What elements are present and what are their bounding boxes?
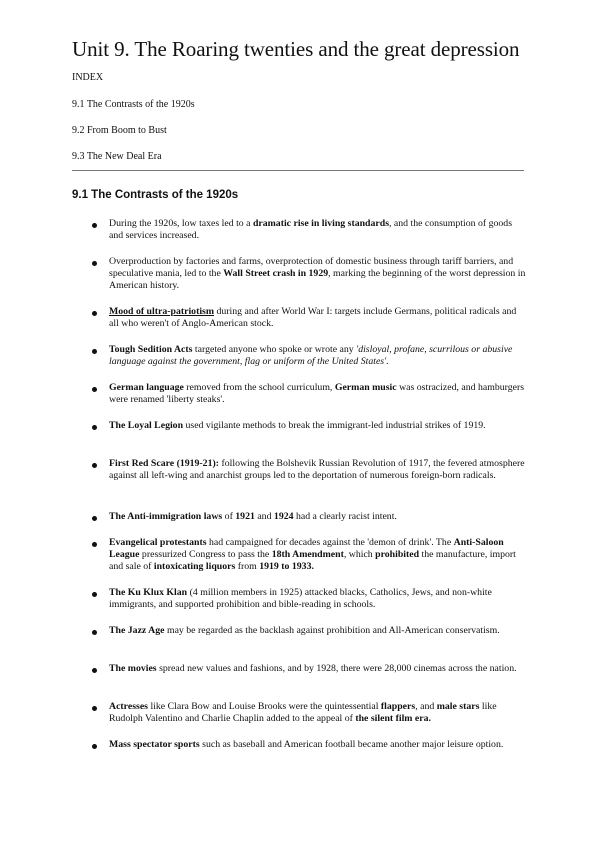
text-run: Overproduction by factories and farms, overprotection of domestic business through tariff barriers, and speculative mania, led to the — [109, 256, 514, 279]
bullet-text — [109, 218, 526, 242]
text-run: spread new values and fashions, and by 1928, there were 28,000 cinemas across the nation. — [156, 663, 517, 674]
text-run: 1921 — [235, 511, 255, 522]
bullet-icon — [92, 744, 97, 749]
text-run: The Jazz Age — [109, 625, 165, 636]
text-run: was ostracized, and hamburgers were renamed 'liberty steaks'. — [109, 382, 525, 405]
bullet-text — [109, 587, 526, 611]
text-run: The Anti-immigration laws — [109, 511, 223, 522]
bullet-icon — [92, 668, 97, 673]
bullet-icon — [92, 387, 97, 392]
section-heading: 9.1 The Contrasts of the 1920s — [72, 189, 239, 201]
index-label: INDEX — [72, 72, 104, 83]
bullet-icon — [92, 516, 97, 521]
text-run: The Ku Klux Klan — [109, 587, 188, 598]
text-run: the silent film era. — [355, 713, 431, 724]
bullet-icon — [92, 630, 97, 635]
horizontal-divider — [72, 170, 524, 171]
bullet-text — [109, 537, 526, 573]
bullet-icon — [92, 542, 97, 547]
text-run: The Loyal Legion — [109, 420, 184, 431]
bullet-text — [109, 739, 526, 751]
text-run: Mood of ultra-patriotism — [109, 306, 215, 317]
bullet-icon — [92, 425, 97, 430]
text-run: such as baseball and American football became another major leisure option. — [199, 739, 504, 750]
index-item-9-1[interactable]: 9.1 The Contrasts of the 1920s — [72, 99, 195, 110]
index-item-9-2[interactable]: 9.2 From Boom to Bust — [72, 125, 167, 136]
text-run: like Rudolph Valentino and Charlie Chaplin added to the appeal of — [109, 701, 497, 724]
text-run: had a clearly racist intent. — [293, 511, 397, 522]
text-run: used vigilante methods to break the immigrant-led industrial strikes of 1919. — [183, 420, 486, 431]
text-run: During the 1920s, low taxes led to a — [109, 218, 253, 229]
text-run: The movies — [109, 663, 157, 674]
bullet-text — [109, 382, 526, 406]
bullet-text — [109, 420, 526, 432]
text-run: may be regarded as the backlash against prohibition and All-American conservatism. — [164, 625, 500, 636]
text-run: from — [235, 561, 260, 572]
bullet-text — [109, 625, 526, 637]
text-run: flappers — [380, 701, 416, 712]
bullet-icon — [92, 706, 97, 711]
text-run: First Red Scare (1919-21): — [109, 458, 220, 469]
text-run: removed from the school curriculum, — [183, 382, 335, 393]
text-run: Tough Sedition Acts — [109, 344, 193, 355]
bullet-text — [109, 511, 526, 523]
text-run: (4 million members in 1925) attacked blacks, Catholics, Jews, and non-white immigrants, and supported prohibition and bible-reading in schools. — [109, 587, 492, 610]
text-run: dramatic rise in living standards — [252, 218, 390, 229]
bullet-icon — [92, 592, 97, 597]
text-run: pressurized Congress to pass the — [139, 549, 272, 560]
text-run: and — [254, 511, 274, 522]
bullet-icon — [92, 261, 97, 266]
text-run: the manufacture, import and sale of — [109, 549, 516, 572]
text-run: German music — [334, 382, 397, 393]
text-run: Mass spectator sports — [109, 739, 200, 750]
text-run: 'disloyal, profane, scurrilous or abusive language against the government, flag or uniform of the United States'. — [109, 344, 513, 367]
text-run: following the Bolshevik Russian Revolution of 1917, the fevered atmosphere against all left-wing and anarchist groups led to the deportation of numerous foreign-born radicals. — [109, 458, 525, 481]
text-run: , and — [415, 701, 437, 712]
text-run: prohibited — [375, 549, 420, 560]
text-run: intoxicating liquors — [153, 561, 236, 572]
bullet-icon — [92, 311, 97, 316]
bullet-text — [109, 663, 526, 675]
text-run: Actresses — [109, 701, 148, 712]
text-run: , and the consumption of goods and services increased. — [109, 218, 513, 241]
text-run: 1924 — [273, 511, 294, 522]
bullet-text — [109, 458, 526, 482]
page-title: Unit 9. The Roaring twenties and the great depression — [72, 37, 520, 61]
text-run: like Clara Bow and Louise Brooks were the quintessential — [148, 701, 381, 712]
text-run: 1919 to 1933. — [259, 561, 314, 572]
text-run: 18th Amendment — [271, 549, 344, 560]
text-run: German language — [109, 382, 184, 393]
text-run: , marking the beginning of the worst depression in American history. — [109, 268, 526, 291]
text-run: Wall Street crash in 1929 — [223, 268, 329, 279]
bullet-text — [109, 344, 526, 368]
text-run: had campaigned for decades against the 'demon of drink'. The — [206, 537, 454, 548]
bullet-icon — [92, 463, 97, 468]
index-item-9-3[interactable]: 9.3 The New Deal Era — [72, 151, 162, 162]
bullet-text — [109, 701, 526, 725]
bullet-text — [109, 306, 526, 330]
text-run: Anti-Saloon League — [109, 537, 504, 560]
text-run: , which — [343, 549, 376, 560]
text-run: Evangelical protestants — [109, 537, 207, 548]
bullet-icon — [92, 223, 97, 228]
bullet-icon — [92, 349, 97, 354]
text-run: during and after World War I: targets include Germans, political radicals and all who weren't of Anglo-American stock. — [109, 306, 517, 329]
text-run: male stars — [436, 701, 480, 712]
text-run: of — [222, 511, 236, 522]
text-run: targeted anyone who spoke or wrote any — [192, 344, 357, 355]
bullet-text — [109, 256, 526, 292]
